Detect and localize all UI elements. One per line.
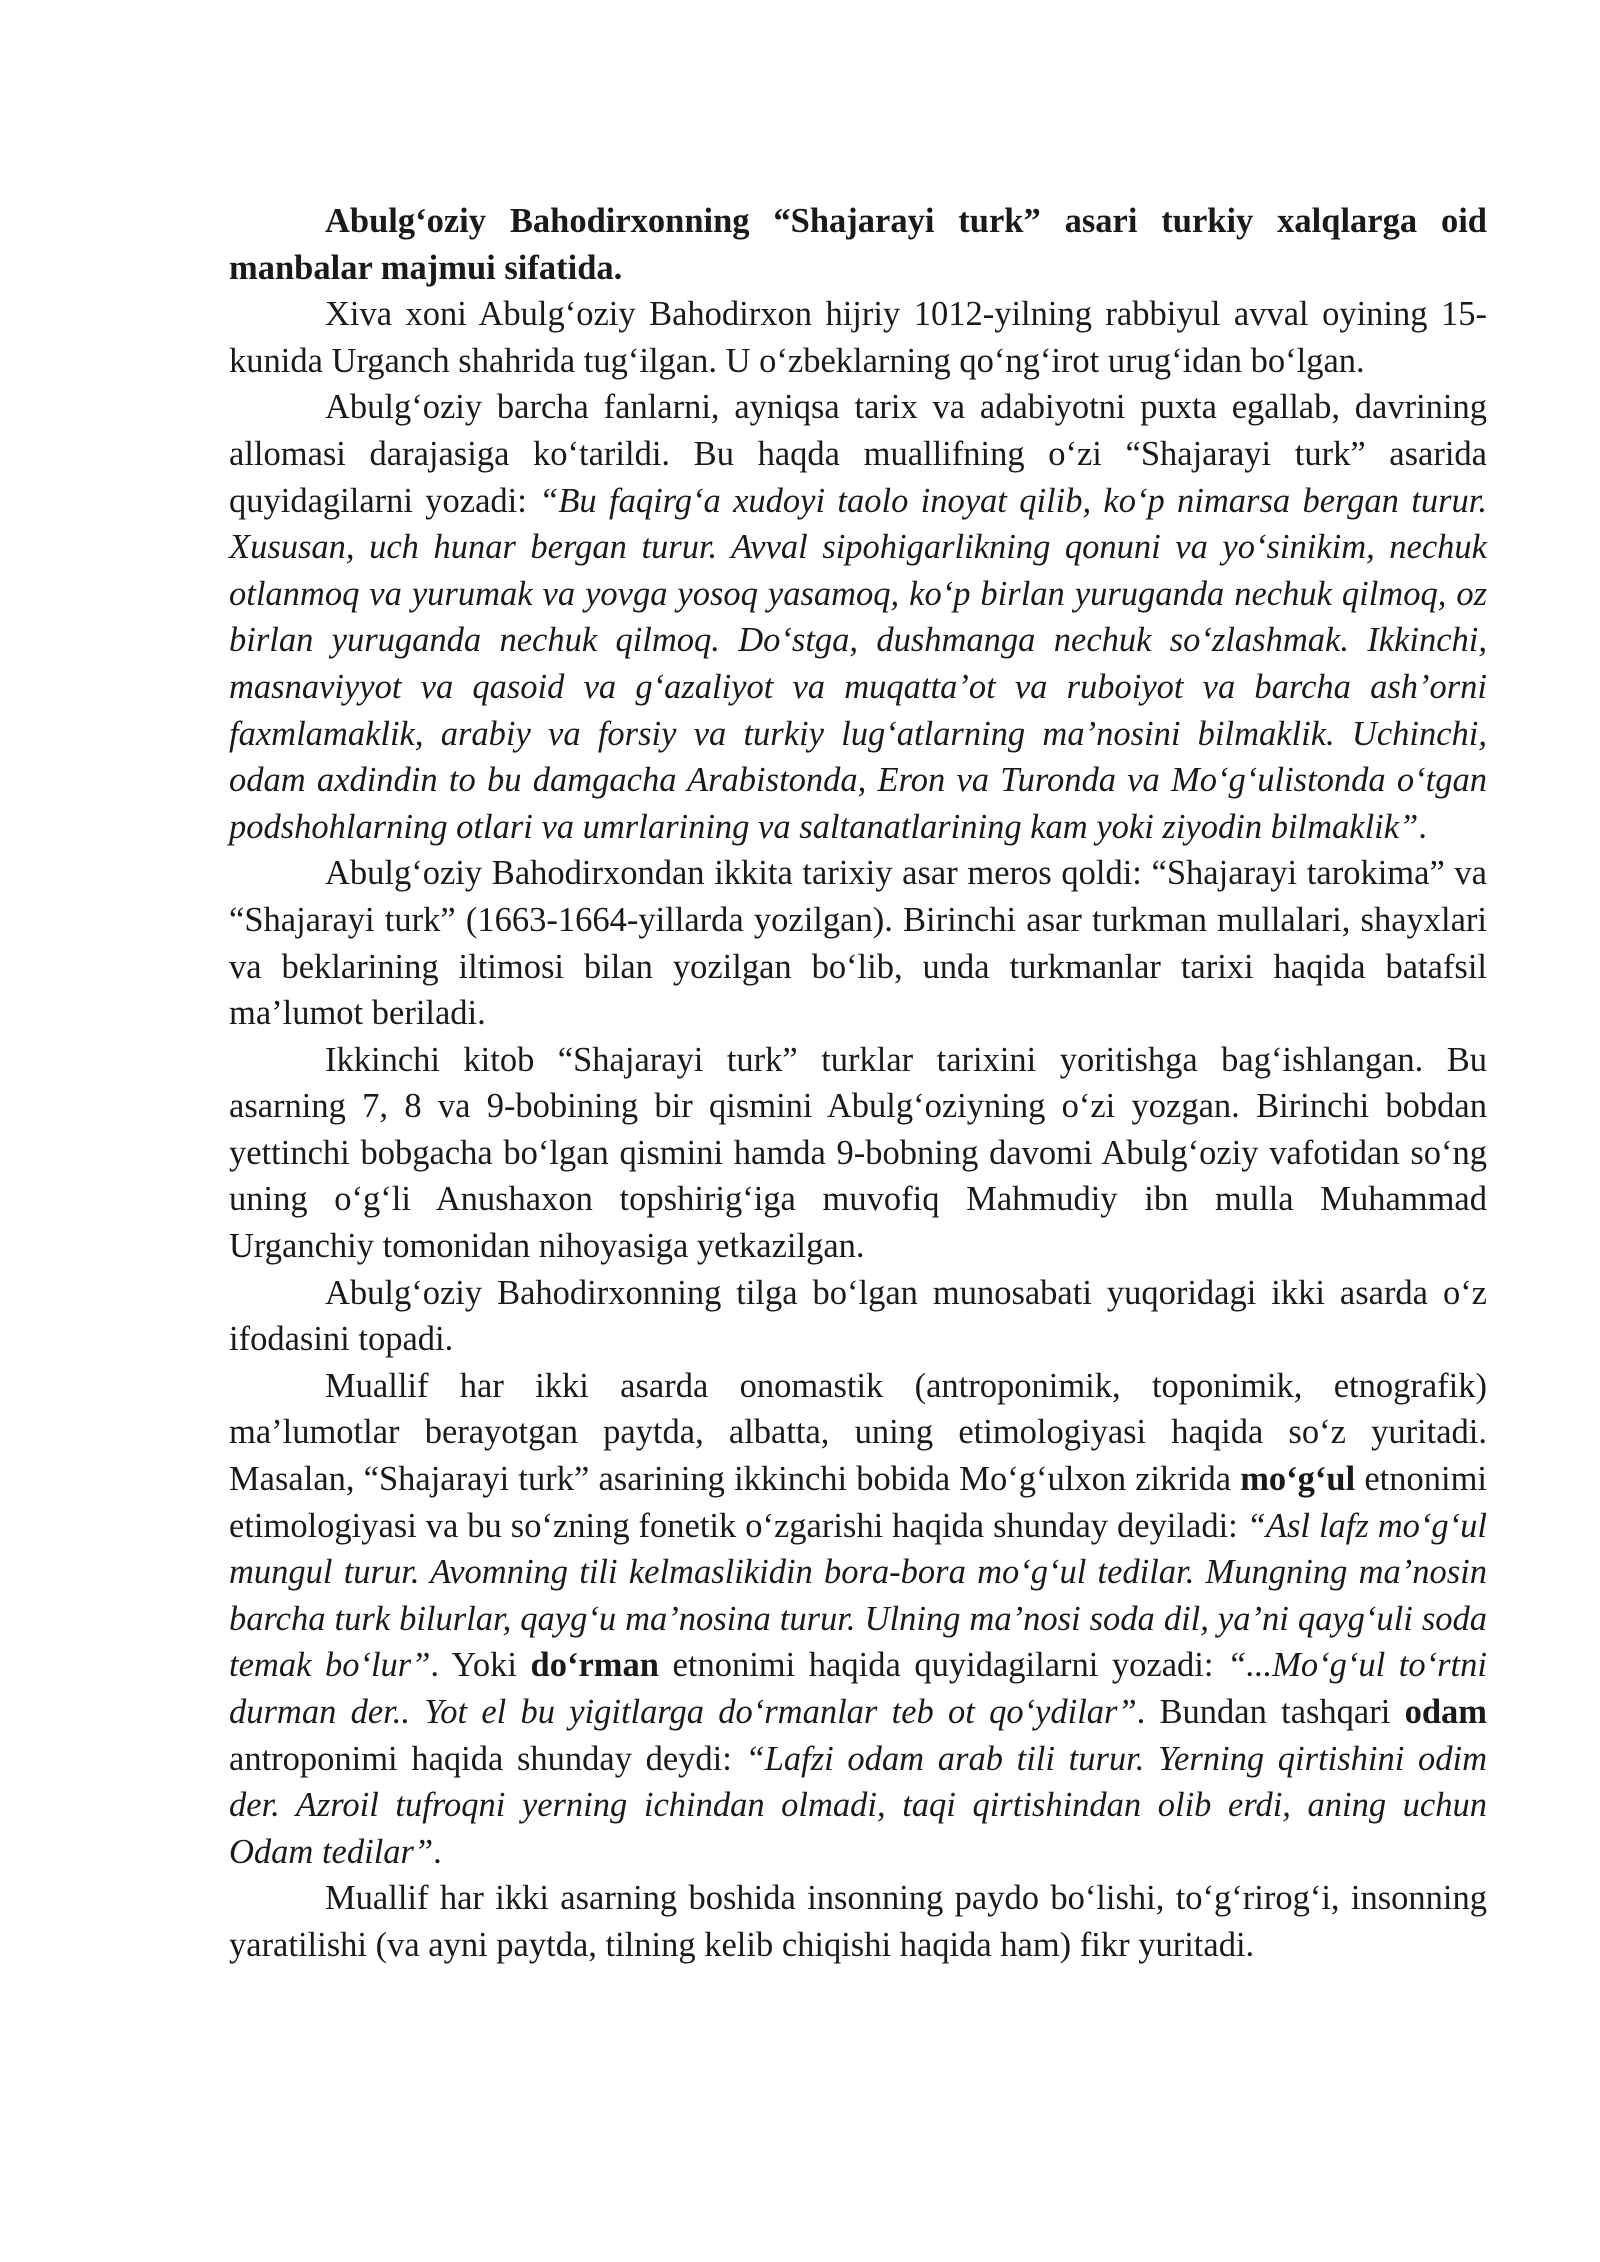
quotation: “Bu faqirg‘a xudoyi taolo inoyat qilib, ko‘p nimarsa bergan turur. Xususan, uch hunar bergan turur. Avval sipohigarlikning qonuni va yo‘sinikim, nechuk otlanmoq va yurumak va yovga yosoq yasamoq, ko‘p birlan yuruganda nechuk qilmoq, oz birlan yuruganda nechuk qilmoq. Do‘stga, dushmanga nechuk so‘zlashmak. Ikkinchi, masnaviyyot va qasoid va g‘azaliyot va muqatta’ot va ruboiyot va barcha ash’orni faxmlamaklik, arabiy va forsiy va turkiy lug‘atlarning ma’nosini bilmaklik. Uchinchi, odam axdindin to bu damgacha Arabistonda, Eron va Turonda va Mo‘g‘ulistonda o‘tgan podshohlarning otlari va umrlarining va saltanatlarining kam yoki ziyodin bilmaklik”	[229, 481, 1487, 846]
paragraph-text: Muallif har ikki asarda onomastik (antroponimik, toponimik, etnografik) ma’lumotlar berayotgan paytda, albatta, uning etimologiyasi haqida so‘z yuritadi. Masalan, “Shajarayi turk” asarining ikkinchi bobida Mo‘g‘ulxon zikrida	[229, 1366, 1487, 1499]
term-dorman: do‘rman	[530, 1646, 659, 1685]
paragraph-text: etnonimi haqida quyidagilarni yozadi:	[658, 1646, 1228, 1685]
paragraph-language-attitude: Abulg‘oziy Bahodirxonning tilga bo‘lgan munosabati yuqoridagi ikki asarda o‘z ifodasini topadi.	[229, 1273, 1487, 1359]
paragraph-text: .	[1418, 807, 1427, 846]
paragraph-education	[229, 384, 1487, 850]
paragraph-text: Abulg‘oziy barcha fanlarni, ayniqsa tarix va adabiyotni puxta egallab, davrining allomasi darajasiga ko‘tarildi. Bu haqda muallifning o‘zi “Shajarayi turk” asarida quyidagilarni yozadi:	[229, 388, 1487, 520]
paragraph-text: . Bundan tashqari	[1136, 1693, 1405, 1731]
paragraph-human-origin: Muallif har ikki asarning boshida insonning paydo bo‘lishi, to‘g‘rirog‘i, insonning yaratilishi (va ayni paytda, tilning kelib chiqishi haqida ham) fikr yuritadi.	[229, 1879, 1487, 1964]
paragraph-second-book: Ikkinchi kitob “Shajarayi turk” turklar tarixini yoritishga bag‘ishlangan. Bu asarning 7, 8 va 9-bobining bir qismini Abulg‘oziyning o‘zi yozgan. Birinchi bobdan yettinchi bobgacha bo‘lgan qismini hamda 9-bobning davomi Abulg‘oziy vafotidan so‘ng uning o‘g‘li Anushaxon topshirig‘iga muvofiq Mahmudiy ibn mulla Muhammad Urganchiy tomonidan nihoyasiga yetkazilgan.	[229, 1040, 1487, 1266]
document-title: Abulg‘oziy Bahodirxonning “Shajarayi turk” asari turkiy xalqlarga oid manbalar majmui sifatida.	[229, 202, 1487, 287]
paragraph-birth: Xiva xoni Abulg‘oziy Bahodirxon hijriy 1012-yilning rabbiyul avval oyining 15-kunida Urganch shahrida tug‘ilgan. U o‘zbeklarning qo‘ng‘irot urug‘idan bo‘lgan.	[229, 295, 1487, 380]
paragraph-text: antroponimi haqida shunday deydi:	[229, 1739, 746, 1778]
document-page	[229, 198, 1487, 1969]
term-mogul: mo‘g‘ul	[1240, 1460, 1356, 1499]
quotation: “...Mo‘g‘ul to‘rtni durman der.. Yot el bu yigitlarga do‘rmanlar teb ot qo‘ydilar”	[229, 1646, 1487, 1731]
paragraph-text: etnonimi etimologiyasi va bu so‘zning fonetik o‘zgarishi haqida shunday deyiladi:	[229, 1460, 1487, 1545]
paragraph-text: . Yoki	[430, 1646, 531, 1685]
paragraph-text: .	[433, 1832, 442, 1871]
paragraph-onomastics	[229, 1363, 1487, 1876]
quotation: “Lafzi odam arab tili turur. Yerning qirtishini odim der. Azroil tufroqni yerning ichindan olmadi, taqi qirtishindan olib erdi, aning uchun Odam tedilar”	[229, 1739, 1488, 1871]
quotation: “Asl lafz mo‘g‘ul mungul turur. Avomning tili kelmaslikidin bora-bora mo‘g‘ul tedilar. Mungning ma’nosin barcha turk bilurlar, qayg‘u ma’nosina turur. Ulning ma’nosi soda dil, ya’ni qayg‘uli soda temak bo‘lur”	[229, 1506, 1487, 1685]
paragraph-works: Abulg‘oziy Bahodirxondan ikkita tarixiy asar meros qoldi: “Shajarayi tarokima” va “Shajarayi turk” (1663-1664-yillarda yozilgan). Birinchi asar turkman mullalari, shayxlari va beklarining iltimosi bilan yozilgan bo‘lib, unda turkmanlar tarixi haqida batafsil ma’lumot beriladi.	[229, 854, 1487, 1033]
term-odam: odam	[1404, 1693, 1487, 1731]
